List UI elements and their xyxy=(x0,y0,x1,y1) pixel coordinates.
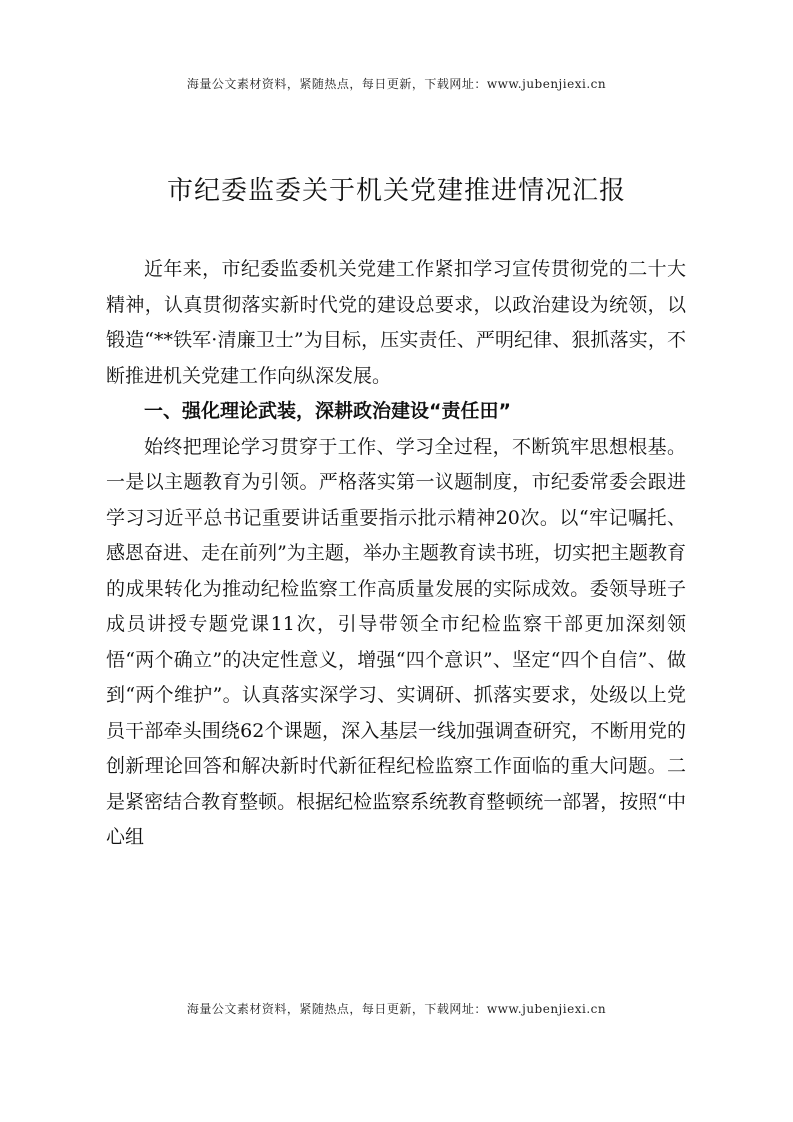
page-footer-note: 海量公文素材资料，紧随热点，每日更新，下载网址：www.jubenjiexi.cn xyxy=(186,1002,607,1016)
document-body xyxy=(106,252,686,856)
section-heading: 一、强化理论武装，深耕政治建设“责任田” xyxy=(144,400,511,422)
document-title: 市纪委监委关于机关党建推进情况汇报 xyxy=(166,176,626,206)
intro-paragraph: 近年来，市纪委监委机关党建工作紧扣学习宣传贯彻党的二十大精神，认真贯彻落实新时代党的建设总要求，以政治建设为统领，以锻造“**铁军·清廉卫士”为目标，压实责任、严明纪律、狠抓落实，不断推进机关党建工作向纵深发展。 xyxy=(106,258,686,387)
section-paragraph: 始终把理论学习贯穿于工作、学习全过程，不断筑牢思想根基。一是以主题教育为引领。严格落实第一议题制度，市纪委常委会跟进学习习近平总书记重要讲话重要指示批示精神20次。以“牢记嘱托、感恩奋进、走在前列”为主题，举办主题教育读书班，切实把主题教育的成果转化为推动纪检监察工作高质量发展的实际成效。委领导班子成员讲授专题党课11次，引导带领全市纪检监察干部更加深刻领悟“两个确立”的决定性意义，增强“四个意识”、坚定“四个自信”、做到“两个维护”。认真落实深学习、实调研、抓落实要求，处级以上党员干部牵头围绕62个课题，深入基层一线加强调查研究，不断用党的创新理论回答和解决新时代新征程纪检监察工作面临的重大问题。二是紧密结合教育整顿。根据纪检监察系统教育整顿统一部署，按照“中心组 xyxy=(106,435,686,848)
page-header-note: 海量公文素材资料，紧随热点，每日更新，下载网址：www.jubenjiexi.cn xyxy=(186,77,607,91)
